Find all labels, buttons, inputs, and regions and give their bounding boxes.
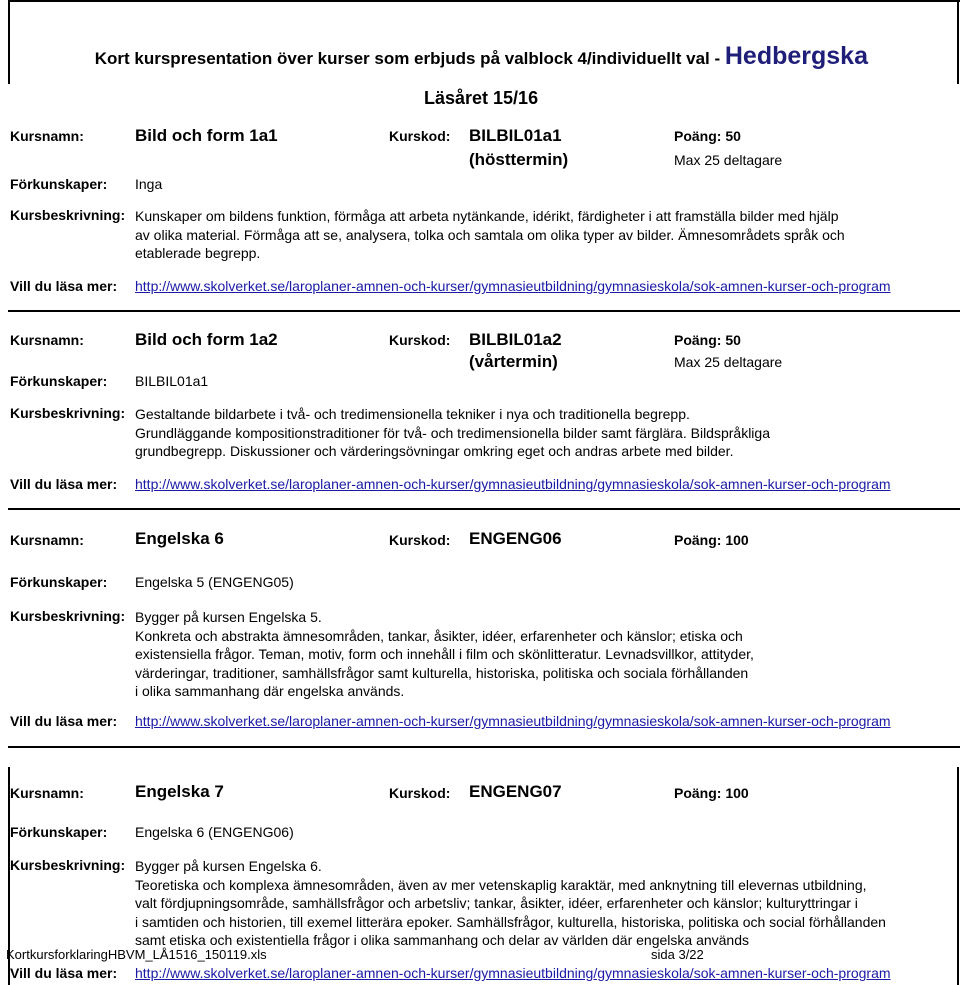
label-kursnamn: Kursnamn: bbox=[10, 332, 84, 348]
document-title bbox=[0, 42, 960, 71]
course-description: Kunskaper om bildens funktion, förmåga att arbeta nytänkande, idérikt, färdigheter i att framställa bilder med hjälp av olika material. Förmåga att se, analysera, tolka och samtala om olika typer av bilder. Ämnesområdets språk och etablerade begrepp. bbox=[135, 208, 845, 261]
label-forkunskaper: Förkunskaper: bbox=[10, 176, 108, 192]
course-code: BILBIL01a2 bbox=[469, 330, 562, 349]
course-points: Poäng: 50 bbox=[674, 332, 741, 348]
skolverket-link[interactable]: http://www.skolverket.se/laroplaner-amnen-och-kurser/gymnasieutbildning/gymnasieskola/sok-amnen-kurser-och-program bbox=[135, 713, 891, 729]
course-name: Bild och form 1a2 bbox=[135, 330, 278, 349]
footer-page-number: sida 3/22 bbox=[651, 947, 704, 962]
footer-filename: KortkursforklaringHBVM_LÅ1516_150119.xls bbox=[6, 947, 267, 962]
course-prerequisites: Engelska 5 (ENGENG05) bbox=[135, 574, 294, 590]
label-vill-du-lasa-mer: Vill du läsa mer: bbox=[10, 476, 118, 492]
label-kurskod: Kurskod: bbox=[389, 785, 451, 801]
label-kursbeskrivning: Kursbeskrivning: bbox=[10, 207, 126, 223]
course-points: Poäng: 50 bbox=[674, 128, 741, 144]
label-kurskod: Kurskod: bbox=[389, 332, 451, 348]
course-name: Engelska 7 bbox=[135, 782, 224, 801]
skolverket-link[interactable]: http://www.skolverket.se/laroplaner-amnen-och-kurser/gymnasieutbildning/gymnasieskola/sok-amnen-kurser-och-program bbox=[135, 278, 891, 294]
course-prerequisites: Engelska 6 (ENGENG06) bbox=[135, 824, 294, 840]
course-points: Poäng: 100 bbox=[674, 532, 749, 548]
course-points: Poäng: 100 bbox=[674, 785, 749, 801]
section-divider bbox=[8, 310, 960, 312]
section-divider bbox=[8, 746, 960, 748]
course-description: Gestaltande bildarbete i två- och tredimensionella tekniker i nya och traditionella begrepp. Grundläggande kompositionstraditioner för två- och tredimensionella bilder samt färglära. Bildspråkliga grundbegrepp. Diskussioner och värderingsövningar omkring eget och andras arbete med bilder. bbox=[135, 406, 770, 459]
course-prerequisites: Inga bbox=[135, 176, 163, 192]
course-term: (hösttermin) bbox=[469, 150, 569, 169]
school-name: Hedbergska bbox=[724, 42, 868, 70]
label-kursbeskrivning: Kursbeskrivning: bbox=[10, 857, 126, 873]
label-forkunskaper: Förkunskaper: bbox=[10, 574, 108, 590]
course-code: ENGENG06 bbox=[469, 529, 562, 548]
school-year: Läsåret 15/16 bbox=[424, 88, 539, 108]
label-vill-du-lasa-mer: Vill du läsa mer: bbox=[10, 965, 118, 981]
course-code: BILBIL01a1 bbox=[469, 126, 562, 145]
label-forkunskaper: Förkunskaper: bbox=[10, 824, 108, 840]
skolverket-link[interactable]: http://www.skolverket.se/laroplaner-amnen-och-kurser/gymnasieutbildning/gymnasieskola/sok-amnen-kurser-och-program bbox=[135, 965, 891, 981]
label-kursnamn: Kursnamn: bbox=[10, 128, 84, 144]
course-name: Bild och form 1a1 bbox=[135, 126, 278, 145]
label-vill-du-lasa-mer: Vill du läsa mer: bbox=[10, 278, 118, 294]
label-kurskod: Kurskod: bbox=[389, 532, 451, 548]
course-name: Engelska 6 bbox=[135, 529, 224, 548]
page-border-top bbox=[8, 0, 960, 2]
label-kursnamn: Kursnamn: bbox=[10, 532, 84, 548]
course-term: (vårtermin) bbox=[469, 352, 558, 371]
course-prerequisites: BILBIL01a1 bbox=[135, 373, 209, 389]
label-kurskod: Kurskod: bbox=[389, 128, 451, 144]
label-kursnamn: Kursnamn: bbox=[10, 785, 84, 801]
course-description: Bygger på kursen Engelska 6. Teoretiska och komplexa ämnesområden, även av mer vetenskaplig karaktär, med anknytning till elevernas utbildning, valt fördjupningsområde, samhällsfrågor och arbetsliv; tankar, åsikter, idéer, erfarenheter och känslor; kulturyttringar i i samtiden och historien, till exemel litterära epoker. Samhällsfrågor, kulturella, historiska, politiska och social förhållanden samt etiska och existentiella frågor i olika sammanhang och delar av världen där engelska används bbox=[135, 858, 886, 948]
label-kursbeskrivning: Kursbeskrivning: bbox=[10, 405, 126, 421]
label-forkunskaper: Förkunskaper: bbox=[10, 373, 108, 389]
course-code: ENGENG07 bbox=[469, 782, 562, 801]
course-max-participants: Max 25 deltagare bbox=[674, 152, 783, 168]
course-max-participants: Max 25 deltagare bbox=[674, 354, 783, 370]
title-prefix: Kort kurspresentation över kurser som erbjuds på valblock 4/individuellt val - bbox=[94, 49, 725, 68]
skolverket-link[interactable]: http://www.skolverket.se/laroplaner-amnen-och-kurser/gymnasieutbildning/gymnasieskola/sok-amnen-kurser-och-program bbox=[135, 476, 891, 492]
section-divider bbox=[8, 508, 960, 510]
label-vill-du-lasa-mer: Vill du läsa mer: bbox=[10, 713, 118, 729]
course-description: Bygger på kursen Engelska 5. Konkreta och abstrakta ämnesområden, tankar, åsikter, idéer, erfarenheter och känslor; etiska och existensiella frågor. Teman, motiv, form och innehåll i film och skönlitteratur. Levnadsvillkor, attityder, värderingar, traditioner, samhällsfrågor samt kulturella, historiska, politiska och sociala förhållanden i olika sammanhang där engelska används. bbox=[135, 609, 754, 699]
page-border-right bbox=[957, 767, 959, 985]
label-kursbeskrivning: Kursbeskrivning: bbox=[10, 608, 126, 624]
